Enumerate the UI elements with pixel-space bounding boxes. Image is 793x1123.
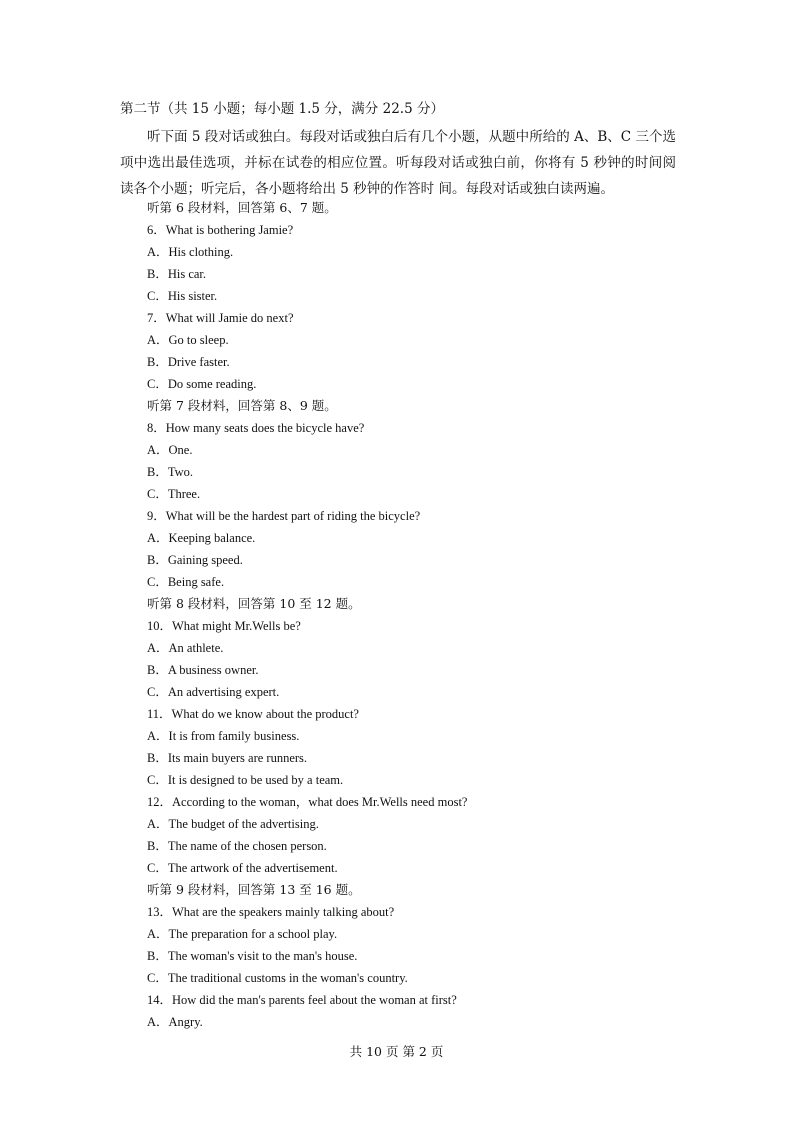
question-list xyxy=(147,197,687,1033)
question-stem: 14．How did the man's parents feel about the woman at first? xyxy=(147,993,457,1007)
question-stem: 8．How many seats does the bicycle have? xyxy=(147,421,365,435)
answer-option: A．Go to sleep. xyxy=(147,333,229,347)
answer-option: A．Keeping balance. xyxy=(147,531,256,545)
answer-option: C．The traditional customs in the woman's country. xyxy=(147,971,408,985)
question-stem: 6．What is bothering Jamie? xyxy=(147,223,294,237)
answer-option: C．His sister. xyxy=(147,289,218,303)
answer-option: A．The preparation for a school play. xyxy=(147,927,338,941)
answer-option: A．One. xyxy=(147,443,193,457)
answer-option: C．Being safe. xyxy=(147,575,225,589)
material-heading: 听第 8 段材料，回答第 10 至 12 题。 xyxy=(147,596,361,611)
material-heading: 听第 7 段材料，回答第 8、9 题。 xyxy=(147,398,337,413)
material-heading: 听第 6 段材料，回答第 6、7 题。 xyxy=(147,200,337,215)
question-stem: 13．What are the speakers mainly talking about? xyxy=(147,905,395,919)
answer-option: B．A business owner. xyxy=(147,663,259,677)
answer-option: B．Drive faster. xyxy=(147,355,230,369)
section-heading: 第二节（共 15 小题；每小题 1.5 分，满分 22.5 分） xyxy=(120,101,444,117)
answer-option: B．Two. xyxy=(147,465,194,479)
answer-option: B．Gaining speed. xyxy=(147,553,243,567)
question-stem: 12．According to the woman，what does Mr.Wells need most? xyxy=(147,795,468,809)
answer-option: B．His car. xyxy=(147,267,207,281)
answer-option: B．The woman's visit to the man's house. xyxy=(147,949,358,963)
question-stem: 10．What might Mr.Wells be? xyxy=(147,619,301,633)
answer-option: A．It is from family business. xyxy=(147,729,300,743)
answer-option: A．Angry. xyxy=(147,1015,203,1029)
answer-option: A．The budget of the advertising. xyxy=(147,817,319,831)
section-instructions: 听下面 5 段对话或独白。每段对话或独白后有几个小题，从题中所给的 A、B、C 三个选项中选出最佳选项，并标在试卷的相应位置。听每段对话或独白前，你将有 5 秒钟的时间阅读各个小题；听完后，各小题将给出 5 秒钟的作答时 间。每段对话或独白读两遍。 xyxy=(120,129,676,197)
answer-option: C．It is designed to be used by a team. xyxy=(147,773,344,787)
material-heading: 听第 9 段材料，回答第 13 至 16 题。 xyxy=(147,882,361,897)
answer-option: A．An athlete. xyxy=(147,641,224,655)
question-stem: 9．What will be the hardest part of riding the bicycle? xyxy=(147,509,421,523)
page-footer: 共 10 页 第 2 页 xyxy=(349,1044,444,1059)
question-stem: 7．What will Jamie do next? xyxy=(147,311,294,325)
answer-option: B．The name of the chosen person. xyxy=(147,839,327,853)
answer-option: C．Do some reading. xyxy=(147,377,257,391)
answer-option: C．The artwork of the advertisement. xyxy=(147,861,338,875)
answer-option: A．His clothing. xyxy=(147,245,234,259)
answer-option: C．An advertising expert. xyxy=(147,685,280,699)
answer-option: B．Its main buyers are runners. xyxy=(147,751,308,765)
question-stem: 11．What do we know about the product? xyxy=(147,707,359,721)
answer-option: C．Three. xyxy=(147,487,201,501)
